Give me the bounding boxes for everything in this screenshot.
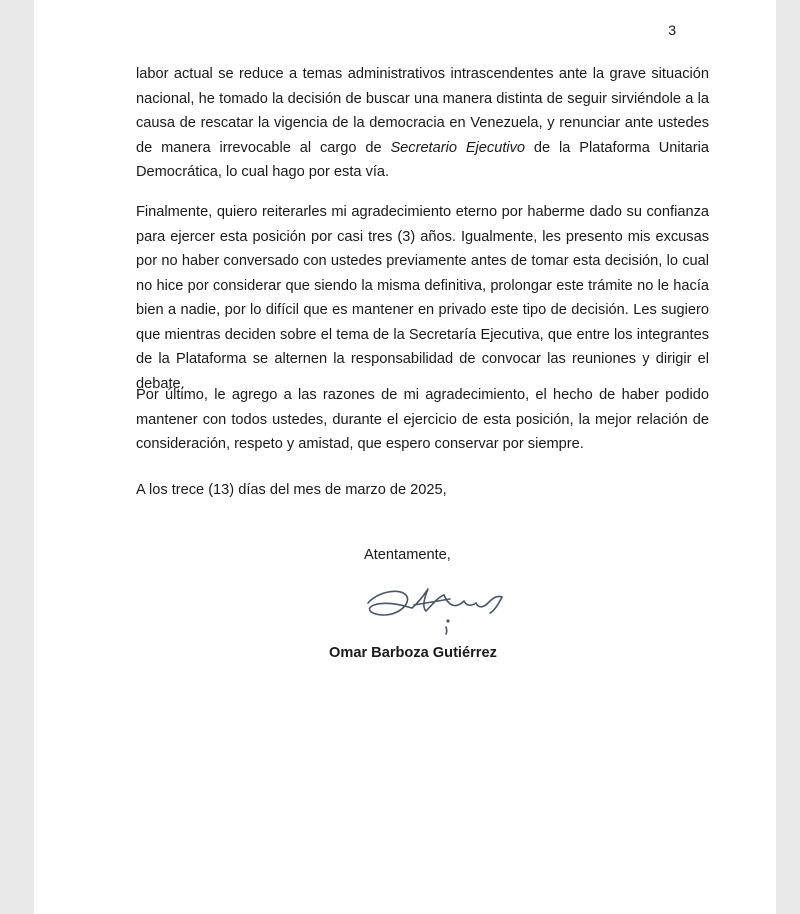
handwritten-signature [354,575,524,645]
page-number: 3 [668,22,676,38]
closing-salutation: Atentamente, [364,547,451,563]
paragraph-resignation [136,62,709,185]
date-line: A los trece (13) días del mes de marzo de 2025, [136,482,447,498]
paragraph-resignation-text-end: de la Plataforma Unitaria Democrática, lo cual hago por esta vía. [136,139,709,180]
position-title: Secretario Ejecutivo [390,139,526,156]
paragraph-final-thanks: Por último, le agrego a las razones de mi agradecimiento, el hecho de haber podido mantener con todos ustedes, durante el ejercicio de esta posición, la mejor relación de consideración, respeto y amistad, que espero conservar por siempre. [136,387,709,452]
document-page [34,0,776,914]
paragraph-gratitude: Finalmente, quiero reiterarles mi agradecimiento eterno por haberme dado su confianza para ejercer esta posición por casi tres (3) años. Igualmente, les presento mis excusas por no haber conversado con ustedes previamente antes de tomar esta decisión, lo cual no hice por considerar que siendo la misma definitiva, prolongar este trámite no le hacía bien a nadie, por lo difícil que es mantener en privado este tipo de decisión. Les sugiero que mientras deciden sobre el tema de la Secretaría Ejecutiva, que entre los integrantes de la Plataforma se alternen la responsabilidad de convocar las reuniones y dirigir el debate. [136,204,709,392]
paragraph-resignation-text-start: labor actual se reduce a temas administrativos intrascendentes ante la grave situación nacional, he tomado la decisión de buscar una manera distinta de seguir sirviéndole a la causa de rescatar la vigencia de la democracia en Venezuela, y renunciar ante ustedes de manera irrevocable al cargo de [136,66,709,156]
signer-name: Omar Barboza Gutiérrez [329,645,497,661]
